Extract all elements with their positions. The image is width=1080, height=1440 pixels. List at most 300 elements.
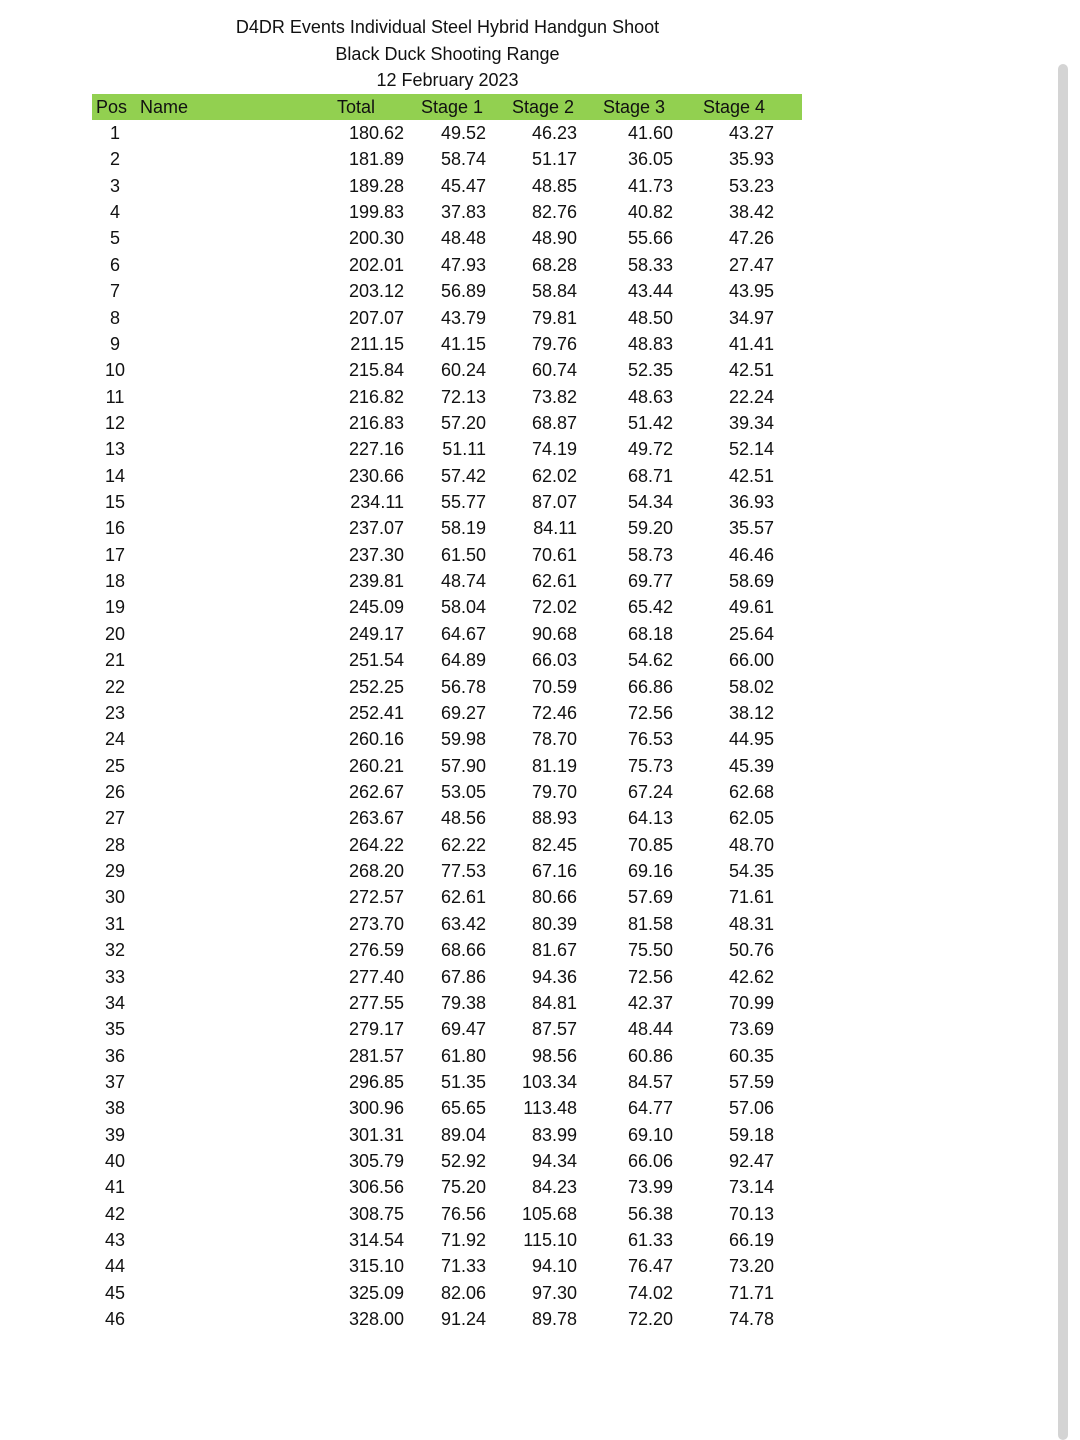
row-pos: 19	[104, 597, 126, 618]
row-total: 216.83	[348, 412, 404, 433]
row-stage-3: 48.83	[627, 333, 673, 354]
row-stage-2: 88.93	[531, 808, 577, 829]
row-stage-3: 70.85	[627, 834, 673, 855]
row-stage-3: 68.71	[627, 465, 673, 486]
row-stage-4: 50.76	[728, 940, 774, 961]
row-stage-2: 98.56	[531, 1045, 577, 1066]
row-stage-2: 68.28	[531, 254, 577, 275]
row-pos: 8	[109, 307, 120, 328]
row-stage-2: 84.81	[531, 992, 577, 1013]
table-row	[92, 120, 802, 146]
table-row	[92, 1280, 802, 1306]
table-row	[92, 173, 802, 199]
row-total: 252.41	[348, 702, 404, 723]
row-pos: 41	[104, 1177, 126, 1198]
table-row	[92, 1201, 802, 1227]
row-stage-4: 71.71	[728, 1282, 774, 1303]
table-row	[92, 647, 802, 673]
row-pos: 23	[104, 702, 126, 723]
event-title: D4DR Events Individual Steel Hybrid Handgun Shoot	[235, 17, 660, 37]
vertical-scrollbar[interactable]	[1058, 64, 1068, 1440]
row-stage-2: 72.02	[531, 597, 577, 618]
row-pos: 16	[104, 518, 126, 539]
row-stage-1: 79.38	[440, 992, 486, 1013]
row-total: 211.15	[350, 333, 404, 354]
row-stage-1: 64.89	[440, 650, 486, 671]
table-row	[92, 252, 802, 278]
row-stage-4: 36.93	[728, 492, 774, 513]
row-total: 263.67	[348, 808, 404, 829]
row-total: 216.82	[348, 386, 404, 407]
row-stage-4: 22.24	[728, 386, 774, 407]
row-stage-3: 64.77	[627, 1098, 673, 1119]
table-row	[92, 463, 802, 489]
row-stage-1: 69.27	[440, 702, 486, 723]
row-stage-1: 64.67	[440, 623, 486, 644]
row-stage-3: 52.35	[627, 360, 673, 381]
table-row	[92, 753, 802, 779]
row-pos: 11	[105, 386, 125, 407]
table-row	[92, 621, 802, 647]
row-stage-2: 94.36	[531, 966, 577, 987]
row-stage-4: 44.95	[728, 729, 774, 750]
row-stage-2: 83.99	[531, 1124, 577, 1145]
table-row	[92, 1148, 802, 1174]
row-stage-1: 62.22	[440, 834, 486, 855]
table-row	[92, 146, 802, 172]
table-row	[92, 384, 802, 410]
row-stage-2: 115.10	[523, 1230, 577, 1251]
table-row	[92, 542, 802, 568]
row-pos: 38	[104, 1098, 126, 1119]
row-pos: 9	[109, 333, 120, 354]
row-stage-1: 37.83	[440, 202, 486, 223]
row-stage-4: 47.26	[728, 228, 774, 249]
row-stage-3: 40.82	[627, 202, 673, 223]
row-stage-4: 27.47	[728, 254, 774, 275]
row-stage-1: 59.98	[440, 729, 486, 750]
row-stage-4: 92.47	[728, 1151, 774, 1172]
row-stage-2: 79.70	[531, 781, 577, 802]
row-stage-4: 39.34	[728, 412, 774, 433]
table-row	[92, 1016, 802, 1042]
row-stage-2: 84.23	[531, 1177, 577, 1198]
row-stage-2: 73.82	[531, 386, 577, 407]
row-stage-2: 82.76	[531, 202, 577, 223]
row-total: 315.10	[348, 1256, 404, 1277]
row-stage-3: 81.58	[627, 913, 673, 934]
row-pos: 37	[104, 1071, 126, 1092]
row-total: 301.31	[348, 1124, 404, 1145]
row-stage-1: 48.48	[440, 228, 486, 249]
row-stage-2: 82.45	[531, 834, 577, 855]
row-stage-4: 42.62	[728, 966, 774, 987]
row-total: 251.54	[348, 650, 404, 671]
row-stage-2: 87.57	[531, 1019, 577, 1040]
row-stage-1: 67.86	[440, 966, 486, 987]
row-stage-3: 72.56	[627, 966, 673, 987]
row-stage-1: 57.42	[440, 465, 486, 486]
row-stage-1: 65.65	[440, 1098, 486, 1119]
row-pos: 36	[104, 1045, 126, 1066]
row-stage-3: 72.20	[627, 1309, 673, 1330]
row-total: 277.55	[348, 992, 404, 1013]
row-total: 296.85	[348, 1071, 404, 1092]
row-stage-1: 58.74	[440, 149, 486, 170]
row-stage-3: 69.10	[627, 1124, 673, 1145]
table-row	[92, 805, 802, 831]
row-pos: 6	[109, 254, 120, 275]
row-stage-3: 58.33	[627, 254, 673, 275]
row-pos: 14	[104, 465, 126, 486]
row-total: 237.07	[348, 518, 404, 539]
row-stage-3: 54.34	[627, 492, 673, 513]
row-stage-3: 76.53	[627, 729, 673, 750]
row-stage-1: 48.56	[440, 808, 486, 829]
table-row	[92, 911, 802, 937]
row-stage-4: 66.19	[728, 1230, 774, 1251]
row-stage-3: 57.69	[627, 887, 673, 908]
row-pos: 34	[104, 992, 126, 1013]
row-stage-3: 54.62	[627, 650, 673, 671]
row-stage-2: 103.34	[521, 1071, 577, 1092]
row-stage-3: 55.66	[627, 228, 673, 249]
row-pos: 15	[104, 492, 126, 513]
row-total: 249.17	[348, 623, 404, 644]
row-stage-1: 43.79	[440, 307, 486, 328]
row-total: 308.75	[348, 1203, 404, 1224]
row-stage-2: 62.61	[531, 571, 577, 592]
row-total: 273.70	[348, 913, 404, 934]
row-stage-1: 77.53	[440, 861, 486, 882]
row-stage-4: 57.59	[728, 1071, 774, 1092]
row-stage-3: 75.50	[627, 940, 673, 961]
row-total: 268.20	[348, 861, 404, 882]
row-stage-4: 58.02	[728, 676, 774, 697]
row-total: 325.09	[348, 1282, 404, 1303]
row-stage-3: 41.60	[627, 123, 673, 143]
row-pos: 33	[104, 966, 126, 987]
row-stage-4: 74.78	[728, 1309, 774, 1330]
row-stage-1: 71.33	[440, 1256, 486, 1277]
row-total: 200.30	[348, 228, 404, 249]
row-total: 202.01	[348, 254, 404, 275]
row-stage-2: 97.30	[531, 1282, 577, 1303]
row-pos: 24	[104, 729, 126, 750]
row-total: 230.66	[348, 465, 404, 486]
row-stage-1: 75.20	[440, 1177, 486, 1198]
row-stage-2: 105.68	[521, 1203, 577, 1224]
row-stage-1: 47.93	[440, 254, 486, 275]
row-stage-3: 48.44	[627, 1019, 673, 1040]
row-stage-4: 49.61	[728, 597, 774, 618]
header-stage-2: Stage 2	[512, 97, 575, 117]
row-stage-2: 84.11	[533, 518, 577, 539]
row-stage-4: 42.51	[728, 465, 774, 486]
row-stage-2: 72.46	[531, 702, 577, 723]
row-stage-2: 81.19	[531, 755, 577, 776]
header-pos: Pos	[96, 97, 128, 117]
row-stage-2: 48.85	[531, 175, 577, 196]
header-stage-4: Stage 4	[703, 97, 766, 117]
table-row	[92, 305, 802, 331]
row-pos: 17	[104, 544, 126, 565]
row-stage-2: 66.03	[531, 650, 577, 671]
row-stage-2: 78.70	[531, 729, 577, 750]
row-stage-4: 48.31	[728, 913, 774, 934]
row-stage-2: 68.87	[531, 412, 577, 433]
row-pos: 42	[104, 1203, 126, 1224]
row-stage-4: 43.27	[728, 123, 774, 143]
row-stage-4: 60.35	[728, 1045, 774, 1066]
row-pos: 22	[104, 676, 126, 697]
row-stage-2: 79.76	[531, 333, 577, 354]
row-pos: 21	[104, 650, 126, 671]
row-stage-4: 35.57	[728, 518, 774, 539]
row-pos: 1	[109, 123, 120, 143]
table-row	[92, 1253, 802, 1279]
row-stage-3: 43.44	[627, 281, 673, 302]
row-stage-4: 62.05	[728, 808, 774, 829]
row-stage-4: 25.64	[728, 623, 774, 644]
row-stage-1: 51.11	[442, 439, 486, 460]
row-stage-1: 82.06	[440, 1282, 486, 1303]
row-stage-4: 53.23	[728, 175, 774, 196]
table-row	[92, 1227, 802, 1253]
row-total: 239.81	[348, 571, 404, 592]
row-stage-4: 58.69	[728, 571, 774, 592]
row-total: 305.79	[348, 1151, 404, 1172]
row-pos: 3	[109, 175, 120, 196]
table-row	[92, 568, 802, 594]
row-total: 207.07	[348, 307, 404, 328]
row-total: 227.16	[348, 439, 404, 460]
table-row	[92, 410, 802, 436]
row-stage-4: 34.97	[728, 307, 774, 328]
row-total: 189.28	[348, 175, 404, 196]
row-stage-1: 49.52	[440, 123, 486, 143]
row-stage-2: 46.23	[531, 123, 577, 143]
row-pos: 45	[104, 1282, 126, 1303]
table-row	[92, 700, 802, 726]
table-row	[92, 1069, 802, 1095]
row-stage-2: 80.66	[531, 887, 577, 908]
row-total: 199.83	[348, 202, 404, 223]
header-stage-1: Stage 1	[421, 97, 484, 117]
table-row	[92, 937, 802, 963]
table-row	[92, 726, 802, 752]
event-date: 12 February 2023	[376, 70, 519, 90]
row-stage-4: 52.14	[728, 439, 774, 460]
row-stage-1: 55.77	[440, 492, 486, 513]
table-row	[92, 1174, 802, 1200]
row-stage-2: 79.81	[531, 307, 577, 328]
row-total: 277.40	[348, 966, 404, 987]
row-stage-4: 46.46	[728, 544, 774, 565]
row-pos: 32	[104, 940, 126, 961]
row-stage-3: 76.47	[627, 1256, 673, 1277]
row-stage-3: 61.33	[627, 1230, 673, 1251]
row-stage-4: 38.42	[728, 202, 774, 223]
row-stage-1: 53.05	[440, 781, 486, 802]
row-total: 262.67	[348, 781, 404, 802]
row-total: 180.62	[348, 123, 404, 143]
row-stage-4: 62.68	[728, 781, 774, 802]
row-stage-4: 41.41	[728, 333, 774, 354]
row-stage-3: 68.18	[627, 623, 673, 644]
row-stage-3: 60.86	[627, 1045, 673, 1066]
row-stage-4: 35.93	[728, 149, 774, 170]
row-total: 237.30	[348, 544, 404, 565]
row-total: 252.25	[348, 676, 404, 697]
row-pos: 25	[104, 755, 126, 776]
row-pos: 30	[104, 887, 126, 908]
row-stage-1: 62.61	[440, 887, 486, 908]
row-stage-3: 67.24	[627, 781, 673, 802]
row-stage-1: 41.15	[440, 333, 486, 354]
row-stage-4: 43.95	[728, 281, 774, 302]
row-stage-2: 62.02	[531, 465, 577, 486]
row-total: 260.16	[348, 729, 404, 750]
row-stage-3: 66.06	[627, 1151, 673, 1172]
row-stage-1: 72.13	[440, 386, 486, 407]
table-row	[92, 331, 802, 357]
row-stage-1: 69.47	[440, 1019, 486, 1040]
row-stage-3: 66.86	[627, 676, 673, 697]
row-pos: 12	[104, 412, 126, 433]
row-stage-1: 76.56	[440, 1203, 486, 1224]
row-pos: 31	[104, 913, 126, 934]
row-stage-3: 69.16	[627, 861, 673, 882]
row-stage-1: 68.66	[440, 940, 486, 961]
row-pos: 4	[109, 202, 120, 223]
row-stage-1: 89.04	[440, 1124, 486, 1145]
row-stage-4: 73.20	[728, 1256, 774, 1277]
row-stage-3: 41.73	[627, 175, 673, 196]
row-stage-2: 113.48	[523, 1098, 577, 1119]
row-stage-3: 65.42	[627, 597, 673, 618]
row-stage-2: 74.19	[531, 439, 577, 460]
row-total: 276.59	[348, 940, 404, 961]
row-pos: 18	[104, 571, 126, 592]
row-total: 181.89	[348, 149, 404, 170]
row-stage-4: 45.39	[728, 755, 774, 776]
row-pos: 44	[104, 1256, 126, 1277]
row-stage-3: 69.77	[627, 571, 673, 592]
row-pos: 13	[104, 439, 126, 460]
table-row	[92, 964, 802, 990]
table-row	[92, 594, 802, 620]
row-stage-3: 42.37	[627, 992, 673, 1013]
row-stage-2: 60.74	[531, 360, 577, 381]
row-total: 264.22	[348, 834, 404, 855]
row-pos: 40	[104, 1151, 126, 1172]
row-stage-3: 73.99	[627, 1177, 673, 1198]
row-stage-4: 59.18	[728, 1124, 774, 1145]
row-stage-4: 38.12	[728, 702, 774, 723]
row-stage-3: 58.73	[627, 544, 673, 565]
row-stage-1: 71.92	[440, 1230, 486, 1251]
row-stage-3: 72.56	[627, 702, 673, 723]
row-stage-1: 63.42	[440, 913, 486, 934]
row-stage-1: 58.19	[440, 518, 486, 539]
row-pos: 20	[104, 623, 126, 644]
row-total: 314.54	[348, 1230, 404, 1251]
row-pos: 39	[104, 1124, 126, 1145]
row-total: 306.56	[348, 1177, 404, 1198]
table-row	[92, 489, 802, 515]
header-stage-3: Stage 3	[603, 97, 666, 117]
row-pos: 26	[104, 781, 126, 802]
table-row	[92, 1095, 802, 1121]
row-stage-2: 58.84	[531, 281, 577, 302]
row-stage-4: 70.99	[728, 992, 774, 1013]
row-stage-4: 71.61	[728, 887, 774, 908]
table-row	[92, 1043, 802, 1069]
header-name: Name	[140, 97, 189, 117]
table-row	[92, 858, 802, 884]
row-stage-2: 94.10	[531, 1256, 577, 1277]
row-stage-2: 67.16	[531, 861, 577, 882]
table-row	[92, 436, 802, 462]
header-total: Total	[337, 97, 376, 117]
row-stage-3: 56.38	[627, 1203, 673, 1224]
row-stage-2: 70.61	[531, 544, 577, 565]
table-row	[92, 832, 802, 858]
table-row	[92, 884, 802, 910]
table-row	[92, 674, 802, 700]
row-stage-1: 52.92	[440, 1151, 486, 1172]
row-pos: 7	[109, 281, 120, 302]
table-row	[92, 225, 802, 251]
row-stage-4: 48.70	[728, 834, 774, 855]
table-row	[92, 1122, 802, 1148]
table-row	[92, 779, 802, 805]
row-stage-4: 57.06	[728, 1098, 774, 1119]
row-stage-1: 58.04	[440, 597, 486, 618]
row-stage-4: 70.13	[728, 1203, 774, 1224]
row-stage-3: 36.05	[627, 149, 673, 170]
row-stage-2: 70.59	[531, 676, 577, 697]
row-pos: 2	[109, 149, 120, 170]
table-row	[92, 1306, 802, 1332]
row-total: 281.57	[348, 1045, 404, 1066]
row-total: 245.09	[348, 597, 404, 618]
row-pos: 27	[104, 808, 126, 829]
row-stage-1: 60.24	[440, 360, 486, 381]
row-stage-1: 61.50	[440, 544, 486, 565]
row-pos: 46	[104, 1309, 126, 1330]
row-stage-1: 56.89	[440, 281, 486, 302]
row-pos: 10	[104, 360, 126, 381]
row-stage-1: 91.24	[440, 1309, 486, 1330]
row-stage-1: 57.20	[440, 412, 486, 433]
row-pos: 29	[104, 861, 126, 882]
row-stage-3: 84.57	[627, 1071, 673, 1092]
row-pos: 28	[104, 834, 126, 855]
row-stage-4: 66.00	[728, 650, 774, 671]
row-stage-1: 56.78	[440, 676, 486, 697]
row-stage-3: 49.72	[627, 439, 673, 460]
row-stage-1: 45.47	[440, 175, 486, 196]
row-total: 215.84	[348, 360, 404, 381]
row-total: 260.21	[348, 755, 404, 776]
row-total: 203.12	[348, 281, 404, 302]
row-total: 279.17	[348, 1019, 404, 1040]
row-stage-3: 59.20	[627, 518, 673, 539]
row-stage-2: 89.78	[531, 1309, 577, 1330]
row-stage-4: 54.35	[728, 861, 774, 882]
